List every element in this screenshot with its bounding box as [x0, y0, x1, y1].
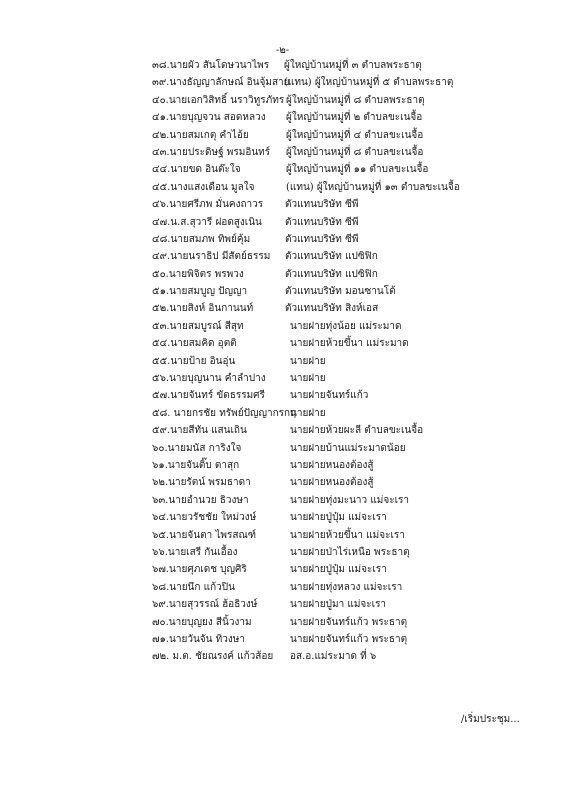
attendee-name: ๖๖.นายเสรี กันเอื้อง [152, 546, 238, 558]
attendee-row [0, 387, 565, 404]
attendee-name: ๕๖.นายบุญนาน คำลำปาง [152, 373, 266, 385]
attendee-name: ๔๗.น.ส.สุวารี ฝอดสูงเนิน [152, 216, 262, 228]
attendee-name: ๕๕.นายป้าย อินอุ่น [152, 355, 236, 367]
attendee-row [0, 161, 565, 178]
attendee-role: นายฝายบ้านแม่ระมาดน้อย [290, 442, 406, 454]
attendee-role: นายฝายหนองต้องสู้ [290, 477, 374, 489]
attendee-name: ๓๘.นายผัว สันโดษวนาไพร [152, 60, 270, 71]
attendee-row [0, 266, 565, 283]
attendee-name: ๖๙.นายสุวรรณ์ ฮ้อธิวงษ์ [152, 599, 258, 611]
attendee-role: นายฝายทุ่งน้อย แม่ระมาด [290, 320, 402, 332]
attendee-name: ๔๙.นายนราธิป มีสัตย์ธรรม [152, 251, 271, 263]
attendee-name: ๕๑.นายสมบูญ ปัญญา [152, 286, 248, 298]
attendee-name: ๕๒.นายสิงห์ อินกานนท์ [152, 303, 254, 315]
attendee-name: ๕๗.นายจันทร์ ขัดธรรมศรี [152, 390, 265, 402]
attendee-row [0, 648, 565, 665]
attendee-role: ผู้ใหญ่บ้านหมู่ที่ ๘ ตำบลพระธาตุ [286, 94, 425, 106]
attendee-role: นายฝายปู่ปุ๋ม แม่จะเรา [290, 512, 387, 524]
attendee-row [0, 631, 565, 648]
attendee-role: นายฝายห้วยขึ้นา แม่จะเรา [290, 529, 405, 541]
attendee-role: นายฝายปู่มา แม่จะเรา [290, 599, 387, 611]
attendee-row [0, 92, 565, 109]
attendee-name: ๗๑.นายวันจัน ทิวงษา [152, 633, 245, 645]
attendee-name: ๔๓.นายประดิษฐ์ พรมอินทร์ [152, 146, 271, 158]
attendee-name: ๖๕.นายจันตา ไพรสณฑ์ [152, 529, 257, 541]
attendee-row [0, 405, 565, 422]
attendee-role: ตัวแทนบริษัท ซีพี [285, 199, 359, 211]
attendee-name: ๔๒.นายสมเกตุ คำไอ้ย [152, 129, 249, 141]
attendee-row [0, 614, 565, 631]
attendee-role: ผู้ใหญ่บ้านหมู่ที่ ๑๑ ตำบลขะเนจื้อ [286, 164, 429, 176]
attendee-row [0, 144, 565, 161]
attendee-name: ๖๔.นายวรัชชัย ใหม่วงษ์ [152, 512, 257, 524]
attendee-row [0, 109, 565, 126]
attendee-row [0, 353, 565, 370]
attendee-role: นายฝายจันทร์แก้ว พระธาตุ [290, 633, 408, 645]
attendee-row [0, 527, 565, 544]
attendee-row [0, 509, 565, 526]
attendee-row [0, 579, 565, 596]
attendee-row [0, 596, 565, 613]
attendee-role: นายฝายทุ่งมะนาว แม่จะเรา [290, 494, 409, 506]
attendee-name: ๔๐.นายเอกวิสิทธิ์ นราวิทูรภัทร [152, 94, 285, 106]
attendee-row [0, 283, 565, 300]
attendee-name: ๔๖.นายศรีภพ มั่นคงถาวร [152, 199, 264, 211]
attendee-role: นายฝาย [290, 407, 326, 419]
attendee-row [0, 127, 565, 144]
attendee-row [0, 370, 565, 387]
continuation-note: /เริ่มประชุม... [461, 714, 520, 725]
attendee-row [0, 474, 565, 491]
attendee-name: ๗๒. ม.ต. ชัยณรงค์ แก้วส้อย [152, 651, 274, 663]
attendee-row [0, 248, 565, 265]
attendee-row [0, 561, 565, 578]
attendee-row [0, 457, 565, 474]
attendee-role: นายฝายปู่ปุ๋ม แม่จะเรา [290, 564, 387, 576]
attendee-role: นายฝายหนองต้องสู้ [290, 459, 374, 471]
attendee-name: ๕๘. นายกรชัย ทรัพย์ปัญญากรกฤ [152, 407, 297, 419]
attendee-role: ตัวแทนบริษัท แปซิฟิก [285, 268, 378, 280]
attendee-role: (แทน) ผู้ใหญ่บ้านหมู่ที่ ๕ ตำบลพระธาตุ [284, 77, 454, 89]
attendee-name: ๔๑.นายบุญจวน สอดหลวง [152, 112, 266, 124]
attendee-row [0, 318, 565, 335]
attendee-role: นายฝายจันทร์แก้ว พระธาตุ [290, 616, 408, 628]
attendee-role: ผู้ใหญ่บ้านหมู่ที่ ๒ ตำบลขะเนจื้อ [286, 112, 423, 124]
attendee-name: ๔๔.นายขด อินต๊ะใจ [152, 164, 241, 176]
attendee-row [0, 179, 565, 196]
attendee-role: ตัวแทนบริษัท ซีพี [285, 233, 359, 245]
attendee-name: ๖๐.นายมนัส การิงใจ [152, 442, 242, 454]
attendee-role: นายฝายป่าไร่เหนือ พระธาตุ [290, 546, 410, 558]
attendee-row [0, 74, 565, 91]
attendee-name: ๔๘.นายสมภพ ทิพย์คุ้ม [152, 233, 251, 245]
attendee-role: นายฝาย [290, 373, 326, 385]
attendee-row [0, 335, 565, 352]
attendee-name: ๖๘.นายนึก แก้วปิน [152, 581, 235, 593]
attendee-name: ๖๓.นายอำนวย ธิวงษา [152, 494, 249, 506]
attendee-role: นายฝาย [290, 355, 326, 367]
attendee-name: ๖๗.นายศุภเดช บุญศิริ [152, 564, 247, 576]
attendee-role: ผู้ใหญ่บ้านหมู่ที่ ๓ ตำบลพระธาตุ [284, 60, 422, 71]
attendee-name: ๕๐.นายพิจิตร พรพวง [152, 268, 244, 280]
attendee-name: ๔๕.นางแสงเดือน มูลใจ [152, 181, 255, 193]
attendee-row [0, 214, 565, 231]
attendee-role: ผู้ใหญ่บ้านหมู่ที่ ๘ ตำบลขะเนจื้อ [286, 146, 424, 158]
attendee-role: นายฝายจันทร์แก้ว [290, 390, 369, 402]
attendee-list [0, 57, 565, 666]
attendee-row [0, 300, 565, 317]
attendee-role: ตัวแทนบริษัท สิงห์เอส [285, 303, 379, 315]
page-number: -๒- [275, 45, 290, 56]
attendee-role: อส.อ.แม่ระมาด ที่ ๖ [290, 651, 377, 663]
attendee-row [0, 196, 565, 213]
attendee-name: ๕๓.นายสมบูรณ์ สีสุท [152, 320, 244, 332]
attendee-name: ๖๒.นายรัตน์ พรมธาดา [152, 477, 251, 489]
attendee-role: (แทน) ผู้ใหญ่บ้านหมู่ที่ ๑๓ ตำบลขะเนจื้อ [286, 181, 460, 193]
attendee-name: ๓๙.นางธัญญาลักษณ์ อินจุ้มสาย [152, 77, 290, 89]
attendee-role: นายฝายห้วยผะลี ตำบลขะเนจื้อ [290, 425, 424, 437]
attendee-role: นายฝายห้วยขึ้นา แม่ระมาด [290, 338, 409, 350]
attendee-row [0, 492, 565, 509]
attendee-role: ตัวแทนบริษัท มอนซานโต้ [285, 286, 396, 298]
attendee-role: ตัวแทนบริษัท ซีพี [285, 216, 359, 228]
attendee-name: ๕๙.นายสีทัน แสนเถิน [152, 425, 247, 437]
attendee-role: ผู้ใหญ่บ้านหมู่ที่ ๔ ตำบลขะเนจื้อ [286, 129, 424, 141]
attendee-name: ๕๔.นายสมคิด อุตติ [152, 338, 237, 350]
attendee-role: นายฝายทุ่งหลวง แม่จะเรา [290, 581, 403, 593]
attendee-row [0, 544, 565, 561]
attendee-name: ๗๐.นายบุญยง สีนิ้วงาม [152, 616, 252, 628]
attendee-role: ตัวแทนบริษัท แปซิฟิก [285, 251, 378, 263]
attendee-name: ๖๑.นายจันติ๊บ ตาสุก [152, 459, 240, 471]
attendee-row [0, 422, 565, 439]
attendee-row [0, 57, 565, 74]
attendee-row [0, 440, 565, 457]
attendee-row [0, 231, 565, 248]
